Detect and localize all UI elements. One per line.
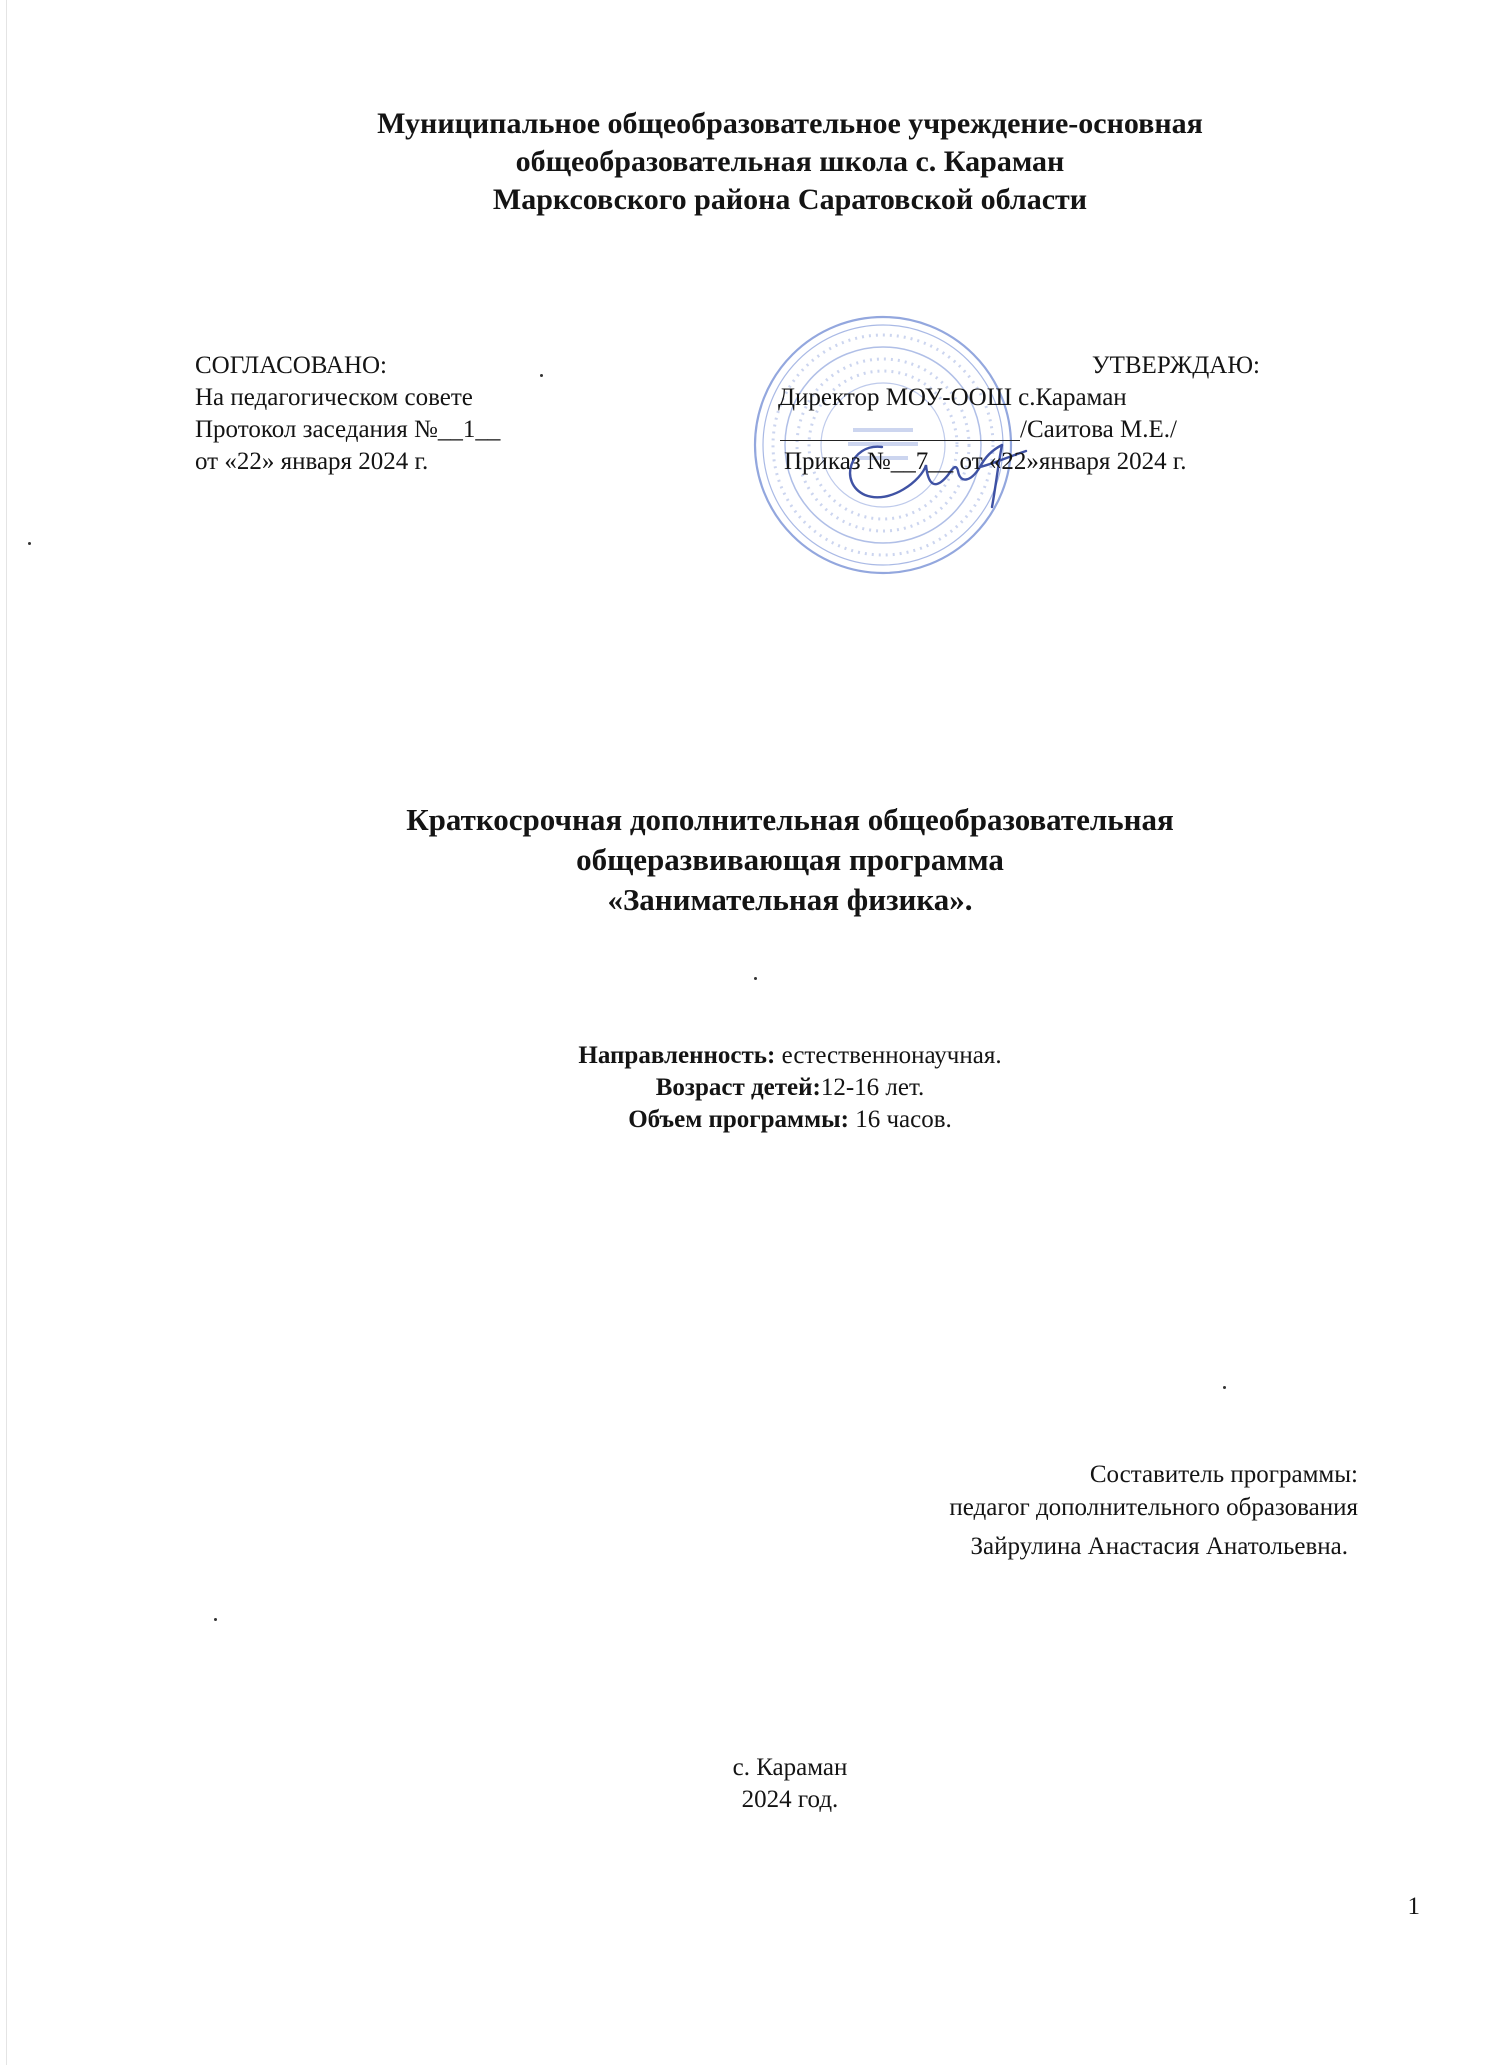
place-year xyxy=(120,1752,1460,1816)
scan-speck xyxy=(540,374,543,377)
focus-row xyxy=(120,1040,1460,1072)
author-title: Составитель программы: xyxy=(1089,1461,1358,1488)
page-number: 1 xyxy=(1407,1893,1420,1920)
signature-line xyxy=(780,414,1020,441)
program-title-line-2: общеразвивающая программа xyxy=(576,842,1004,877)
scan-edge xyxy=(6,0,7,2065)
agreed-title: СОГЛАСОВАНО: xyxy=(195,352,388,379)
place-village: с. Караман xyxy=(732,1754,848,1781)
scan-speck xyxy=(28,542,31,545)
scan-speck xyxy=(1223,1386,1226,1389)
focus-label: Направленность: xyxy=(578,1042,776,1069)
agreed-line-3: от «22» января 2024 г. xyxy=(195,448,429,475)
author-name: Зайрулина Анастасия Анатольевна. xyxy=(970,1533,1348,1560)
age-value: 12-16 лет. xyxy=(820,1074,925,1101)
header-line-2: общеобразовательная школа с. Караман xyxy=(515,145,1065,178)
agreed-block xyxy=(195,350,500,478)
institution-header xyxy=(120,105,1460,219)
volume-label: Объем программы: xyxy=(628,1106,849,1133)
approved-title: УТВЕРЖДАЮ: xyxy=(1091,352,1260,379)
approved-line-1: Директор МОУ-ООШ с.Караман xyxy=(778,384,1127,411)
volume-value: 16 часов. xyxy=(848,1106,952,1133)
age-label: Возраст детей: xyxy=(655,1074,821,1101)
approved-order: Приказ №__7__ от «22»января 2024 г. xyxy=(784,448,1187,475)
program-info xyxy=(120,1040,1460,1136)
approval-block xyxy=(0,350,1500,530)
author-block xyxy=(700,1458,1358,1563)
program-title xyxy=(120,800,1460,920)
volume-row xyxy=(120,1104,1460,1136)
scan-speck xyxy=(754,977,757,980)
focus-value: естественнонаучная. xyxy=(775,1042,1002,1069)
header-line-1: Муниципальное общеобразовательное учреждение-основная xyxy=(377,107,1203,140)
scan-speck xyxy=(214,1618,217,1621)
signer-name: /Саитова М.Е./ xyxy=(1020,416,1177,443)
author-position: педагог дополнительного образования xyxy=(949,1494,1358,1521)
header-line-3: Марксовского района Саратовской области xyxy=(492,183,1088,216)
agreed-line-2: Протокол заседания №__1__ xyxy=(195,416,501,443)
signature-line-row xyxy=(770,414,1260,446)
place-year-text: 2024 год. xyxy=(741,1786,839,1813)
age-row xyxy=(120,1072,1460,1104)
program-title-line-3: «Занимательная физика». xyxy=(607,882,973,917)
approved-block xyxy=(770,350,1260,478)
program-title-line-1: Краткосрочная дополнительная общеобразовательная xyxy=(406,802,1174,837)
agreed-line-1: На педагогическом совете xyxy=(195,384,473,411)
